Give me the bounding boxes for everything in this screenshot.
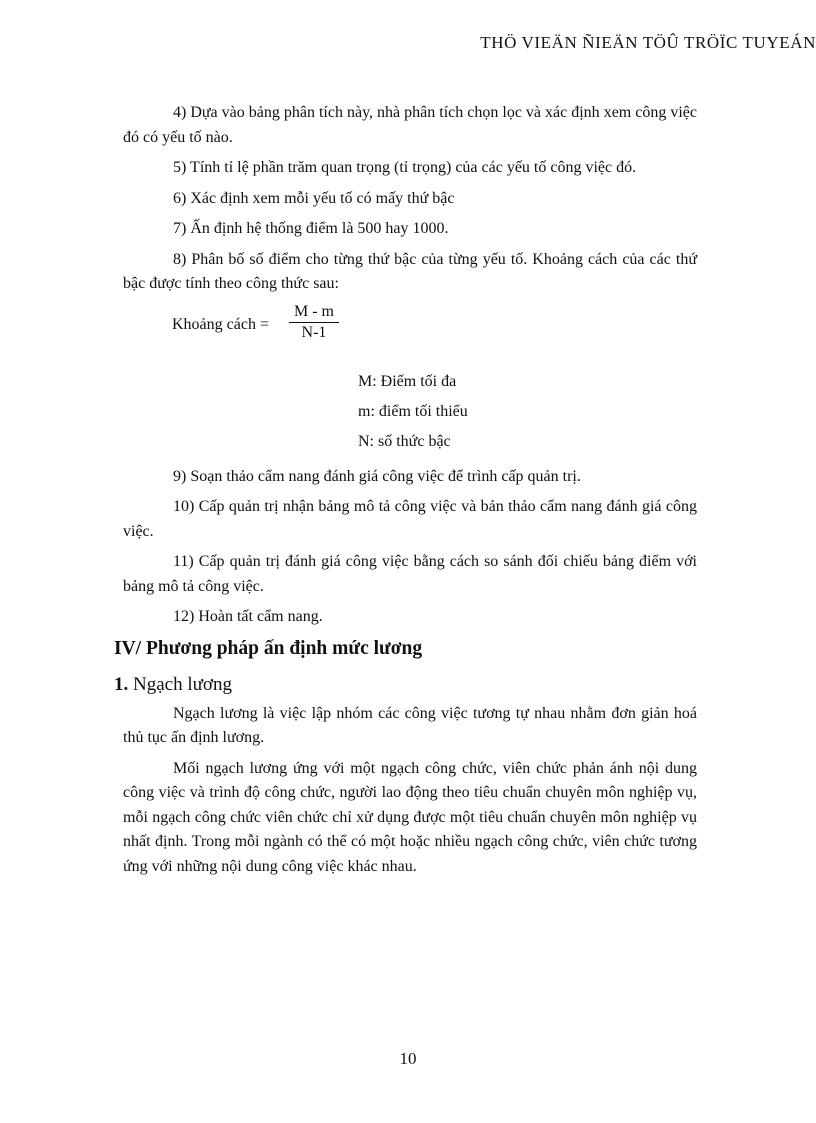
page-number: 10 xyxy=(399,1049,417,1068)
subsection-heading xyxy=(114,672,697,698)
formula-denominator: N-1 xyxy=(301,323,327,341)
formula-numerator: M - m xyxy=(289,303,339,323)
formula-label: Khoảng cách = xyxy=(172,315,269,333)
step-5: 5) Tính tỉ lệ phần trăm quan trọng (tỉ trọng) của các yếu tố công việc đó. xyxy=(173,159,637,176)
legend-item-max: M: Điểm tối đa xyxy=(358,372,457,390)
legend-item-min: m: điểm tối thiểu xyxy=(358,402,468,420)
step-7: 7) Ấn định hệ thống điểm là 500 hay 1000. xyxy=(173,220,449,237)
distance-formula xyxy=(123,303,697,343)
formula-legend xyxy=(123,367,697,457)
step-10: 10) Cấp quản trị nhận bảng mô tả công việc và bản thảo cẩm nang đánh giá công việc. xyxy=(123,498,697,540)
step-6: 6) Xác định xem mỗi yếu tố có mấy thứ bậc xyxy=(173,189,455,207)
step-4: 4) Dựa vào bảng phân tích này, nhà phân tích chọn lọc và xác định xem công việc đó có yếu tố nào. xyxy=(123,104,697,146)
step-9: 9) Soạn thảo cẩm nang đánh giá công việc để trình cấp quản trị. xyxy=(173,467,581,485)
step-8: 8) Phân bố số điểm cho từng thứ bậc của từng yếu tố. Khoảng cách của các thứ bậc được tính theo công thức sau: xyxy=(123,250,697,292)
legend-item-levels: N: số thức bậc xyxy=(358,432,451,450)
formula-fraction xyxy=(289,303,339,342)
subsection-number: 1. xyxy=(114,673,129,695)
subsection-title: Ngạch lương xyxy=(128,673,232,695)
step-12: 12) Hoàn tất cẩm nang. xyxy=(173,608,323,625)
section-heading: IV/ Phương pháp ấn định mức lương xyxy=(114,637,423,659)
paragraph-grade-details: Mối ngạch lương ứng với một ngạch công chức, viên chức phản ánh nội dung công việc và trình độ công chức, người lao động theo tiêu chuẩn chuyên môn nghiệp vụ, mỗi ngạch công chức viên chức chỉ xử dụng được một tiêu chuẩn chuyên môn nghiệp vụ nhất định. Trong mỗi ngành có thể có một hoặc nhiều ngạch công chức, viên chức tương ứng với những nội dung công việc khác nhau. xyxy=(123,759,697,875)
running-header: THÖ VIEÄN ÑIEÄN TÖÛ TRÖÏC TUYEÁN xyxy=(480,33,816,52)
paragraph-salary-grade: Ngạch lương là việc lập nhóm các công việc tương tự nhau nhằm đơn giản hoá thủ tục ấn định lương. xyxy=(123,704,697,746)
step-11: 11) Cấp quản trị đánh giá công việc bằng cách so sánh đối chiếu bảng điểm với bảng mô tả công việc. xyxy=(123,553,697,595)
page-body xyxy=(114,101,697,885)
